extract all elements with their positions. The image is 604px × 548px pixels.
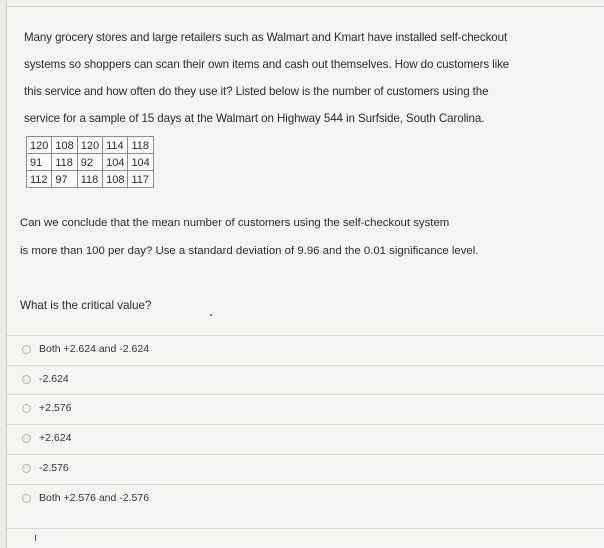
table-cell: 118: [52, 154, 77, 171]
option-label: -2.624: [39, 373, 69, 385]
table-cell: 97: [52, 171, 77, 188]
option-label: -2.576: [39, 462, 69, 474]
table-cell: 112: [27, 171, 52, 188]
table-cell: 104: [103, 154, 128, 171]
table-cell: 114: [103, 137, 128, 154]
table-cell: 108: [52, 137, 77, 154]
followup-line: Can we conclude that the mean number of customers using the self-checkout system: [20, 217, 450, 229]
option-label: +2.576: [39, 402, 72, 414]
top-divider: [7, 6, 604, 7]
table-cell: 108: [103, 171, 128, 188]
paragraph-line: this service and how often do they use it? Listed below is the number of customers using the: [24, 85, 489, 98]
mouse-cursor-dot: [210, 314, 212, 316]
option-pos-2-576[interactable]: [22, 400, 71, 416]
option-both-2-576[interactable]: [22, 490, 149, 506]
option-divider: [7, 484, 604, 485]
table-cell: 91: [27, 154, 52, 171]
option-divider: [7, 394, 604, 395]
question-card: [6, 0, 604, 548]
paragraph-line: Many grocery stores and large retailers such as Walmart and Kmart have installed self-checkout: [24, 31, 508, 44]
radio-button[interactable]: [22, 434, 31, 443]
option-divider: [7, 424, 604, 425]
option-both-2-624[interactable]: [22, 341, 149, 357]
option-divider: [7, 365, 604, 366]
option-neg-2-576[interactable]: [22, 460, 69, 476]
radio-button[interactable]: [22, 375, 31, 384]
table-row: [27, 137, 154, 154]
radio-button[interactable]: [22, 404, 31, 413]
table-cell: 117: [128, 171, 153, 188]
option-label: +2.624: [39, 432, 72, 444]
question-prompt: What is the critical value?: [20, 299, 152, 312]
option-neg-2-624[interactable]: [22, 371, 69, 387]
option-divider: [7, 454, 604, 455]
radio-button[interactable]: [22, 494, 31, 503]
paragraph-line: systems so shoppers can scan their own items and cash out themselves. How do customers like: [24, 58, 510, 71]
table-row: [27, 171, 154, 188]
table-cell: 118: [77, 171, 102, 188]
option-label: Both +2.576 and -2.576: [39, 492, 150, 504]
radio-button[interactable]: [22, 345, 31, 354]
option-label: Both +2.624 and -2.624: [39, 343, 150, 355]
customer-count-table: [26, 136, 154, 188]
table-cell: 120: [27, 137, 52, 154]
option-pos-2-624[interactable]: [22, 430, 71, 446]
table-cell: 104: [128, 154, 153, 171]
radio-button[interactable]: [22, 464, 31, 473]
table-row: [27, 154, 154, 171]
bottom-divider: [7, 528, 604, 529]
table-cell: 92: [77, 154, 102, 171]
paragraph-line: service for a sample of 15 days at the Walmart on Highway 544 in Surfside, South Carolina.: [24, 112, 485, 125]
text-cursor-mark: [35, 535, 36, 541]
table-cell: 118: [128, 137, 153, 154]
table-cell: 120: [77, 137, 102, 154]
option-divider: [7, 335, 604, 336]
followup-line: is more than 100 per day? Use a standard deviation of 9.96 and the 0.01 significance level.: [20, 245, 479, 257]
